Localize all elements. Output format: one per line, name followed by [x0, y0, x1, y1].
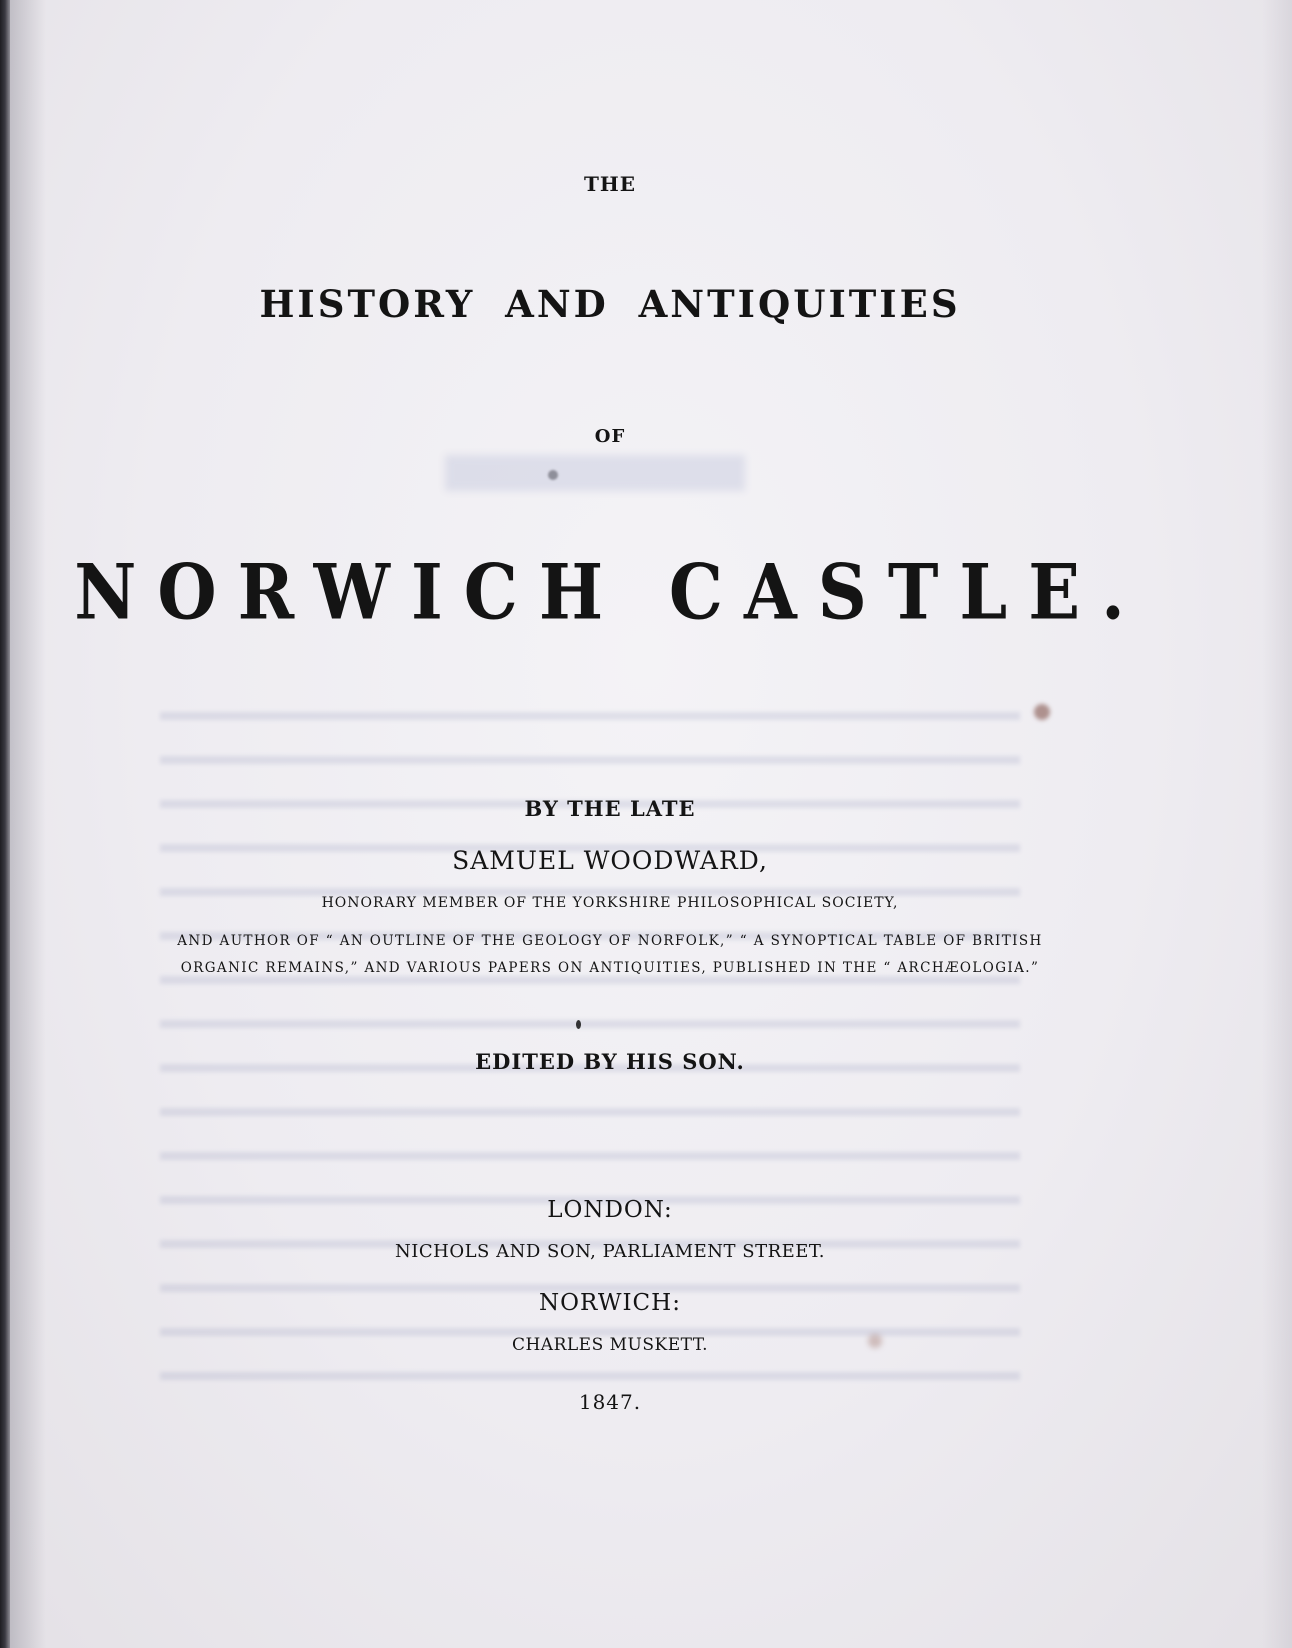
- title-subject: NORWICH CASTLE.: [74, 548, 1146, 638]
- title-main: HISTORY AND ANTIQUITIES: [259, 282, 961, 326]
- foxing-spot: [1034, 704, 1050, 720]
- ink-speck: [576, 1020, 581, 1029]
- imprint-publisher-norwich: CHARLES MUSKETT.: [511, 1335, 709, 1355]
- title-article: THE: [583, 172, 637, 196]
- publication-year: 1847.: [578, 1390, 642, 1414]
- show-through-heading: [445, 455, 745, 491]
- author-name: SAMUEL WOODWARD,: [452, 846, 768, 875]
- author-works-line-2: ORGANIC REMAINS,” AND VARIOUS PAPERS ON ANTIQUITIES, PUBLISHED IN THE “ ARCHÆOLOGIA.”: [180, 960, 1040, 976]
- editor-credit: EDITED BY HIS SON.: [475, 1049, 745, 1074]
- page-edge-shadow: [1262, 0, 1292, 1648]
- imprint-city-london: LONDON:: [547, 1197, 673, 1223]
- ink-speck: [548, 470, 558, 480]
- title-preposition: OF: [594, 426, 626, 447]
- imprint-city-norwich: NORWICH:: [539, 1290, 681, 1316]
- byline-intro: BY THE LATE: [524, 796, 696, 821]
- author-works-line-1: AND AUTHOR OF “ AN OUTLINE OF THE GEOLOGY OF NORFOLK,” “ A SYNOPTICAL TABLE OF BRITISH: [177, 933, 1043, 949]
- author-affiliation: HONORARY MEMBER OF THE YORKSHIRE PHILOSOPHICAL SOCIETY,: [321, 895, 899, 911]
- imprint-publisher-london: NICHOLS AND SON, PARLIAMENT STREET.: [395, 1241, 825, 1262]
- show-through-text: [160, 690, 1020, 1390]
